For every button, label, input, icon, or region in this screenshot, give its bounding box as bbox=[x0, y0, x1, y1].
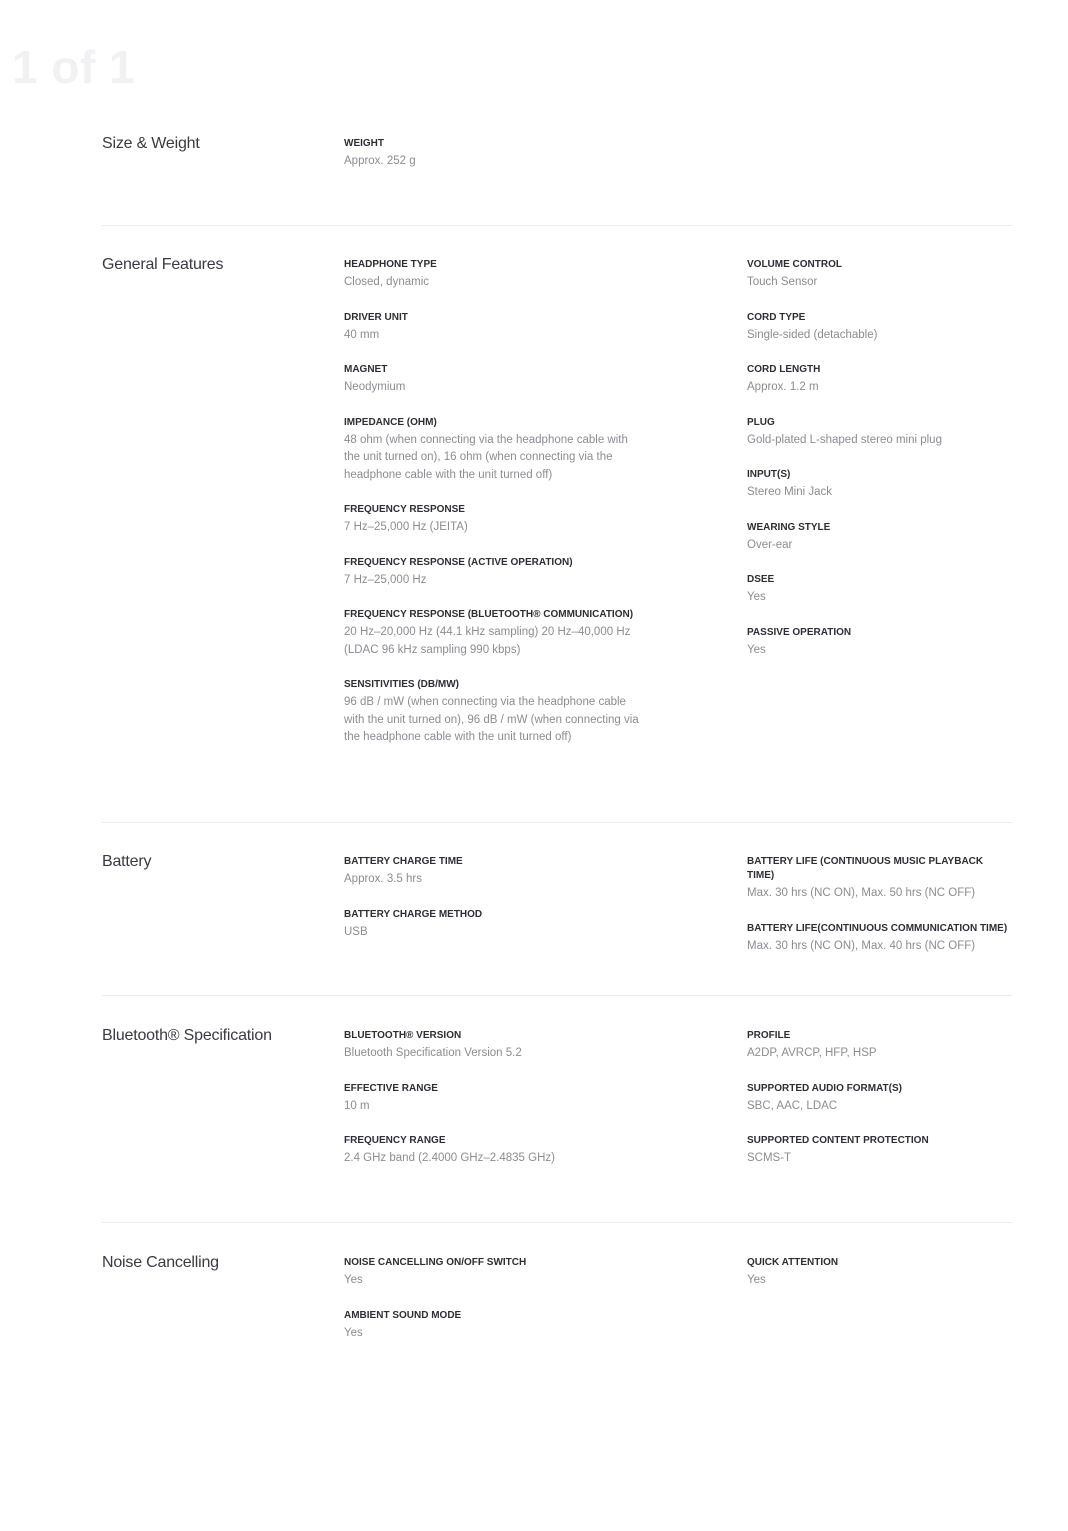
spec-value: Single-sided (detachable) bbox=[747, 328, 878, 341]
spec-label: DRIVER UNIT bbox=[344, 311, 408, 323]
spec-item bbox=[344, 556, 644, 590]
spec-label: BATTERY CHARGE TIME bbox=[344, 856, 463, 867]
spec-item bbox=[344, 608, 644, 659]
spec-label: FREQUENCY RANGE bbox=[344, 1135, 446, 1146]
spec-value: Gold-plated L-shaped stereo mini plug bbox=[747, 433, 942, 446]
spec-label: BLUETOOTH® VERSION bbox=[344, 1030, 462, 1041]
spec-label: WEARING STYLE bbox=[747, 521, 831, 533]
spec-value: Yes bbox=[344, 1274, 363, 1286]
spec-value: 20 Hz–20,000 Hz (44.1 kHz sampling) 20 Hz–40,000 Hz (LDAC 96 kHz sampling 990 kbps) bbox=[344, 626, 631, 656]
spec-item bbox=[344, 416, 644, 485]
spec-value: A2DP, AVRCP, HFP, HSP bbox=[747, 1047, 877, 1059]
spec-item bbox=[747, 1082, 1012, 1116]
spec-column-right bbox=[747, 1256, 1012, 1309]
spec-item bbox=[344, 908, 644, 942]
spec-label: MAGNET bbox=[344, 364, 388, 375]
spec-label: PLUG bbox=[747, 416, 775, 428]
spec-item bbox=[747, 416, 1012, 450]
spec-value: Yes bbox=[747, 591, 766, 603]
spec-value: Over-ear bbox=[747, 538, 793, 551]
spec-label: QUICK ATTENTION bbox=[747, 1257, 839, 1268]
spec-column-left bbox=[344, 1029, 644, 1187]
spec-label: FREQUENCY RESPONSE (ACTIVE OPERATION) bbox=[344, 556, 573, 568]
spec-item bbox=[344, 137, 644, 171]
spec-column-right bbox=[747, 1029, 1012, 1187]
spec-value: Approx. 1.2 m bbox=[747, 381, 819, 393]
spec-item bbox=[747, 922, 1012, 956]
spec-value: 2.4 GHz band (2.4000 GHz–2.4835 GHz) bbox=[344, 1152, 555, 1164]
spec-label: IMPEDANCE (OHM) bbox=[344, 416, 437, 428]
spec-label: NOISE CANCELLING ON/OFF SWITCH bbox=[344, 1257, 527, 1268]
spec-item bbox=[747, 573, 1012, 607]
spec-item bbox=[747, 468, 1012, 502]
spec-value: 48 ohm (when connecting via the headphone cable with the unit turned on), 16 ohm (when connecting via the headphone cable with the unit turned off) bbox=[344, 433, 628, 481]
spec-value: 7 Hz–25,000 Hz (JEITA) bbox=[344, 521, 468, 533]
spec-value: Yes bbox=[747, 1274, 766, 1286]
spec-item bbox=[344, 503, 644, 537]
spec-item bbox=[344, 311, 644, 345]
spec-column-left bbox=[344, 855, 644, 960]
section-title: Bluetooth® Specification bbox=[102, 1027, 272, 1044]
spec-label: CORD LENGTH bbox=[747, 364, 821, 375]
section-title: Noise Cancelling bbox=[102, 1254, 219, 1271]
spec-value: SBC, AAC, LDAC bbox=[747, 1099, 838, 1112]
spec-label: EFFECTIVE RANGE bbox=[344, 1082, 438, 1094]
spec-value: Closed, dynamic bbox=[344, 276, 430, 288]
spec-column-right bbox=[747, 855, 1012, 974]
spec-label: BATTERY CHARGE METHOD bbox=[344, 908, 483, 920]
spec-item bbox=[344, 258, 644, 292]
spec-label: SUPPORTED CONTENT PROTECTION bbox=[747, 1135, 929, 1146]
spec-label: AMBIENT SOUND MODE bbox=[344, 1309, 462, 1321]
spec-label: FREQUENCY RESPONSE bbox=[344, 504, 465, 515]
spec-item bbox=[344, 363, 644, 397]
spec-item bbox=[344, 855, 644, 889]
section-divider bbox=[102, 822, 1012, 823]
spec-value: 96 dB / mW (when connecting via the headphone cable with the unit turned on), 96 dB / mW (when connecting via the headphone cable with the unit turned off) bbox=[344, 696, 639, 743]
spec-label: BATTERY LIFE(CONTINUOUS COMMUNICATION TIME) bbox=[747, 922, 1008, 934]
section-divider bbox=[102, 225, 1012, 226]
spec-label: BATTERY LIFE (CONTINUOUS MUSIC PLAYBACK TIME) bbox=[747, 856, 984, 881]
spec-value: Touch Sensor bbox=[747, 276, 818, 288]
spec-value: USB bbox=[344, 925, 368, 938]
spec-item bbox=[344, 1256, 644, 1290]
spec-column-left bbox=[344, 137, 644, 190]
spec-value: Yes bbox=[747, 643, 766, 656]
spec-item bbox=[747, 363, 1012, 397]
section-title: Battery bbox=[102, 853, 152, 870]
spec-value: Approx. 252 g bbox=[344, 155, 416, 167]
spec-label: DSEE bbox=[747, 574, 775, 585]
spec-label: PASSIVE OPERATION bbox=[747, 626, 852, 638]
spec-label: WEIGHT bbox=[344, 138, 384, 149]
spec-item bbox=[344, 678, 644, 747]
spec-label: FREQUENCY RESPONSE (BLUETOOTH® COMMUNICATION) bbox=[344, 609, 634, 620]
spec-value: Bluetooth Specification Version 5.2 bbox=[344, 1047, 522, 1059]
spec-item bbox=[747, 1029, 1012, 1063]
spec-label: PROFILE bbox=[747, 1030, 791, 1041]
spec-item bbox=[344, 1029, 644, 1063]
section-title: General Features bbox=[102, 256, 224, 273]
section-divider bbox=[102, 1222, 1012, 1223]
spec-value: SCMS-T bbox=[747, 1152, 792, 1164]
spec-value: 40 mm bbox=[344, 328, 380, 341]
spec-label: SUPPORTED AUDIO FORMAT(S) bbox=[747, 1082, 902, 1094]
spec-value: Stereo Mini Jack bbox=[747, 486, 833, 498]
spec-item bbox=[747, 1256, 1012, 1290]
spec-value: Neodymium bbox=[344, 381, 406, 393]
spec-label: SENSITIVITIES (DB/MW) bbox=[344, 679, 459, 690]
spec-item bbox=[747, 1134, 1012, 1168]
section-divider bbox=[102, 995, 1012, 996]
spec-item bbox=[747, 521, 1012, 555]
spec-value: Yes bbox=[344, 1326, 363, 1339]
spec-item bbox=[747, 311, 1012, 345]
section-title: Size & Weight bbox=[102, 135, 200, 152]
spec-item bbox=[344, 1082, 644, 1116]
spec-label: HEADPHONE TYPE bbox=[344, 259, 437, 270]
spec-label: INPUT(S) bbox=[747, 469, 791, 480]
spec-value: Max. 30 hrs (NC ON), Max. 50 hrs (NC OFF) bbox=[747, 887, 976, 899]
spec-item bbox=[747, 855, 1012, 903]
spec-item bbox=[747, 258, 1012, 292]
spec-label: CORD TYPE bbox=[747, 311, 806, 323]
spec-column-left bbox=[344, 1256, 644, 1361]
spec-item bbox=[747, 626, 1012, 660]
page-counter: 1 of 1 bbox=[12, 41, 136, 93]
spec-item bbox=[344, 1134, 644, 1168]
spec-item bbox=[344, 1309, 644, 1343]
spec-column-right bbox=[747, 258, 1012, 678]
spec-value: 7 Hz–25,000 Hz bbox=[344, 573, 427, 586]
spec-label: VOLUME CONTROL bbox=[747, 259, 842, 270]
spec-column-left bbox=[344, 258, 644, 766]
spec-value: 10 m bbox=[344, 1099, 370, 1112]
spec-value: Max. 30 hrs (NC ON), Max. 40 hrs (NC OFF) bbox=[747, 939, 976, 952]
spec-value: Approx. 3.5 hrs bbox=[344, 873, 422, 885]
